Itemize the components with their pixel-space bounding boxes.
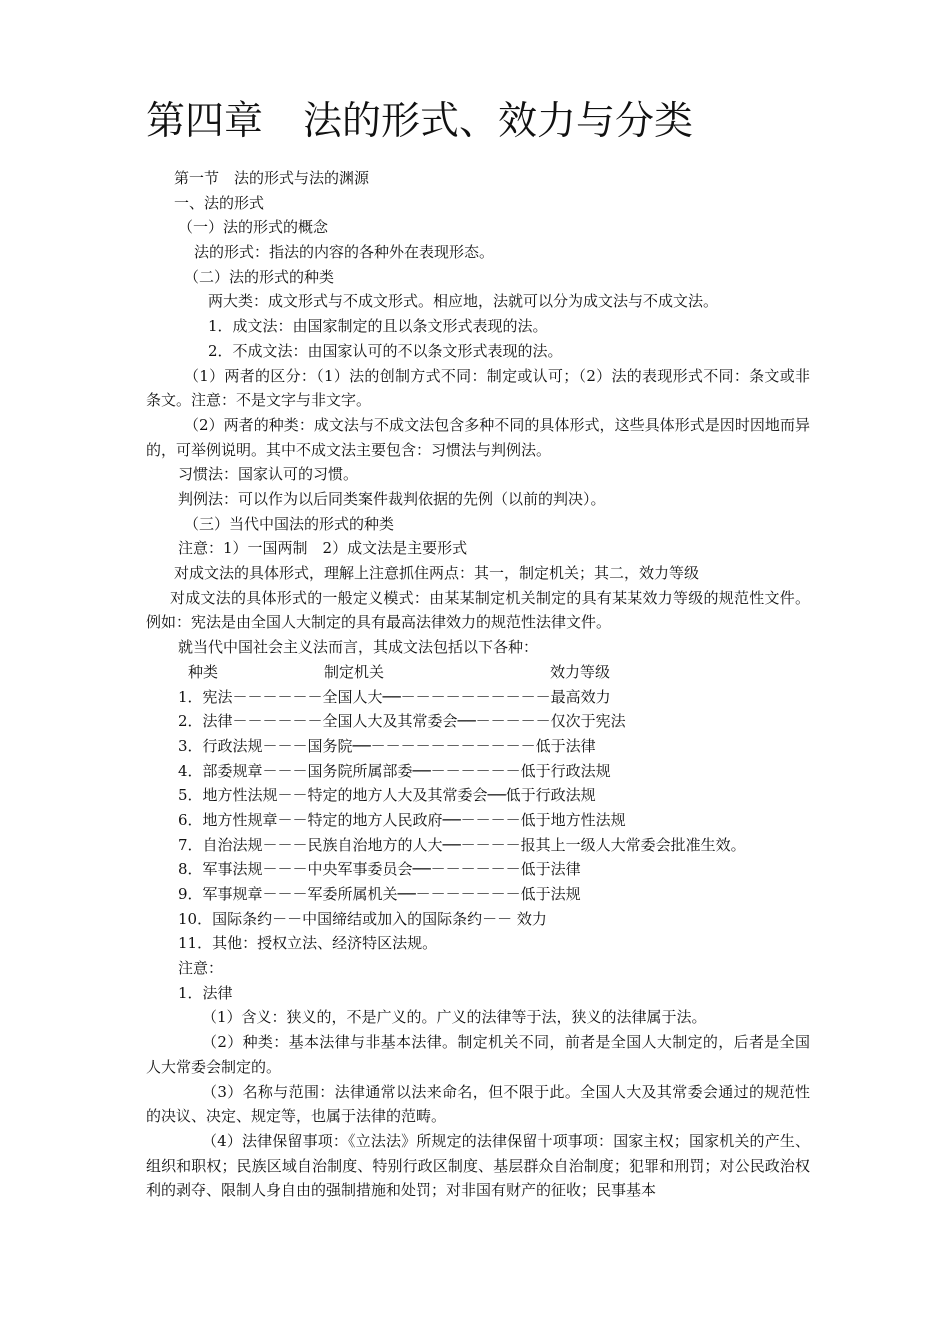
- paragraph: （1）两者的区分：（1）法的创制方式不同：制定或认可；（2）法的表现形式不同：条文或非条文。注意：不是文字与非文字。: [146, 366, 810, 410]
- paragraph: 判例法：可以作为以后同类案件裁判依据的先例（以前的判决）。: [178, 490, 606, 508]
- chapter-body: [146, 166, 810, 1203]
- note-label: 注意：: [178, 959, 224, 978]
- paragraph: （3）名称与范围：法律通常以法来命名，但不限于此。全国人大及其常委会通过的规范性的决议、决定、规定等，也属于法律的范畴。: [146, 1082, 810, 1126]
- list-item: 2．不成文法：由国家认可的不以条文形式表现的法。: [208, 341, 563, 360]
- sub-heading: （二）法的形式的种类: [184, 267, 335, 286]
- paragraph: 对成文法的具体形式的一般定义模式：由某某制定机关制定的具有某某效力等级的规范性文件。例如：宪法是由全国人大制定的具有最高法律效力的规范性法律文件。: [146, 588, 810, 632]
- chapter-number: 第四章: [146, 99, 264, 144]
- table-header: [146, 660, 810, 685]
- sub-heading: （三）当代中国法的形式的种类: [184, 514, 395, 533]
- paragraph: （2）两者的种类：成文法与不成文法包含多种不同的具体形式，这些具体形式是因时因地而异的，可举例说明。其中不成文法主要包含：习惯法与判例法。: [146, 415, 810, 459]
- sub-heading: （一）法的形式的概念: [178, 218, 329, 237]
- table-row: 1．宪法－－－－－－全国人大──－－－－－－－－－－最高效力: [178, 687, 611, 706]
- paragraph: 对成文法的具体形式，理解上注意抓住两点：其一，制定机关；其二，效力等级: [174, 564, 700, 583]
- note-heading: 1．法律: [178, 983, 233, 1002]
- list-item: 1．成文法：由国家制定的且以条文形式表现的法。: [208, 317, 548, 336]
- paragraph: （4）法律保留事项：《立法法》所规定的法律保留十项事项：国家主权；国家机关的产生、组织和职权；民族区域自治制度、特别行政区制度、基层群众自治制度；犯罪和刑罚；对公民政治权利的剥夺、限制人身自由的强制措施和处罚；对非国有财产的征收；民事基本: [146, 1131, 810, 1200]
- table-row: 8．军事法规－－－中央军事委员会──－－－－－－低于法律: [178, 860, 581, 879]
- subsection-heading: 一、法的形式: [174, 193, 265, 212]
- paragraph: 注意：1）一国两制 2）成文法是主要形式: [178, 539, 468, 558]
- table-row: 5．地方性法规－－特定的地方人大及其常委会──低于行政法规: [178, 786, 596, 805]
- table-row: 9．军事规章－－－军委所属机关──－－－－－－－低于法规: [178, 885, 581, 904]
- paragraph: 习惯法：国家认可的习惯。: [178, 465, 359, 484]
- table-row: 7．自治法规－－－民族自治地方的人大──－－－－报其上一级人大常委会批准生效。: [178, 835, 746, 854]
- section-heading: 第一节 法的形式与法的渊源: [174, 169, 370, 187]
- chapter-title: [146, 96, 693, 148]
- table-row: 2．法律－－－－－－全国人大及其常委会──－－－－－仅次于宪法: [178, 712, 626, 731]
- paragraph: 两大类：成文形式与不成文形式。相应地，法就可以分为成文法与不成文法。: [208, 292, 719, 311]
- table-row: 11．其他：授权立法、经济特区法规。: [178, 934, 438, 953]
- paragraph: （2）种类：基本法律与非基本法律。制定机关不同，前者是全国人大制定的，后者是全国人大常委会制定的。: [146, 1033, 810, 1076]
- paragraph: 就当代中国社会主义法而言，其成文法包括以下各种：: [178, 638, 539, 657]
- table-row: 10．国际条约－－中国缔结或加入的国际条约－－ 效力: [178, 909, 547, 928]
- column-header-effect: 效力等级: [550, 662, 611, 681]
- paragraph: （1）含义：狭义的，不是广义的。广义的法律等于法，狭义的法律属于法。: [202, 1008, 707, 1027]
- paragraph: 法的形式：指法的内容的各种外在表现形态。: [194, 243, 495, 262]
- chapter-name: 法的形式、效力与分类: [303, 99, 694, 144]
- column-header-type: 种类: [188, 662, 219, 681]
- table-row: 4．部委规章－－－国务院所属部委──－－－－－－低于行政法规: [178, 761, 611, 780]
- column-header-organ: 制定机关: [324, 662, 385, 681]
- table-row: 6．地方性规章－－特定的地方人民政府──－－－－低于地方性法规: [178, 810, 626, 829]
- table-row: 3．行政法规－－－国务院──－－－－－－－－－－－低于法律: [178, 736, 596, 755]
